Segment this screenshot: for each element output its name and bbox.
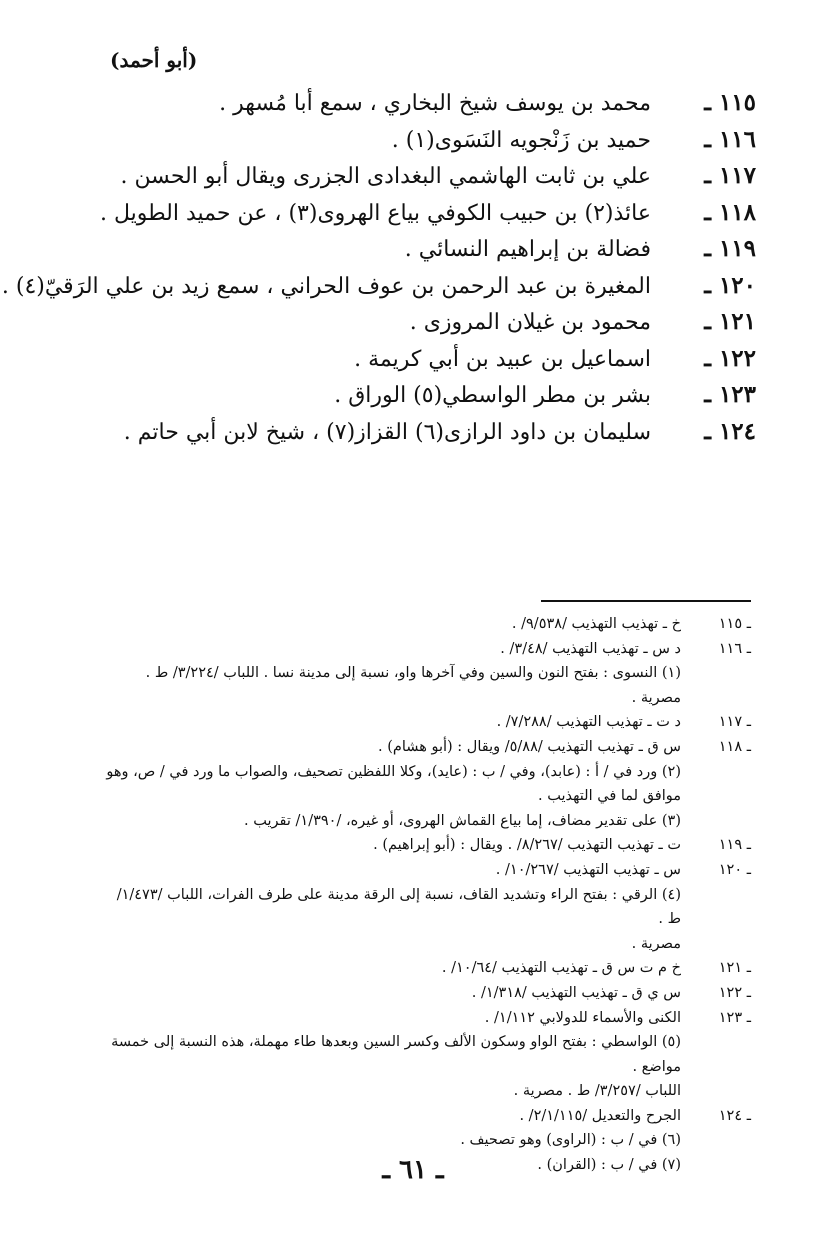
footnote-text: ت ـ تهذيب التهذيب /٨/٢٦٧/ . ويقال : (أبو إبراهيم) .: [373, 837, 681, 854]
footnote-text: الجرح والتعديل /٢/١/١١٥/ .: [519, 1107, 681, 1124]
entry-text: علي بن ثابت الهاشمي البغدادى الجزرى ويقال أبو الحسن .: [120, 164, 651, 189]
footnote-line: [105, 932, 751, 957]
footnote-text: (١) النسوى : بفتح النون والسين وفي آخرها واو، نسبة إلى مدينة نسا . اللباب /٣/٢٢٤/ ط . مصرية .: [145, 665, 681, 706]
footnote-line: [105, 809, 751, 834]
list-item: [80, 414, 756, 451]
footnote-text: (٣) على تقدير مضاف، إما بياع القماش الهروى، أو غيره، /١/٣٩٠/ تقريب .: [244, 812, 681, 829]
entry-number: ١١٥ ـ: [704, 89, 756, 116]
footnote-line: [105, 661, 751, 710]
entry-number: ١١٩ ـ: [704, 235, 756, 262]
list-item: [80, 85, 756, 122]
footnote-ref: ـ ١١٦: [718, 640, 751, 657]
footnote-text: (٥) الواسطي : بفتح الواو وسكون الألف وكسر السين وبعدها طاء مهملة، هذه النسبة إلى خمسة مواضع .: [111, 1034, 681, 1075]
footnote-text: س ـ تهذيب التهذيب /١٠/٢٦٧/ .: [495, 861, 681, 878]
list-item: [80, 158, 756, 195]
footnote-text: د س ـ تهذيب التهذيب /٣/٤٨/ .: [500, 640, 681, 657]
footnote-line: [105, 956, 751, 981]
footnote-text: س ق ـ تهذيب التهذيب /٥/٨٨/ ويقال : (أبو هشام) .: [378, 738, 681, 755]
footnote-line: [105, 1104, 751, 1129]
page-number: ـ ٦١ ـ: [382, 1155, 444, 1185]
footnote-ref: ـ ١١٥: [718, 616, 751, 632]
footnote-line: [105, 1030, 751, 1079]
footnote-text: (٢) ورد في / أ : (عابد)، وفي / ب : (عايد)، وكلا اللفظين تصحيف، والصواب ما ورد في / ص، وهو: [106, 763, 681, 780]
entry-list: [1, 85, 756, 450]
footnote-line: [105, 784, 751, 809]
list-item: [80, 341, 756, 378]
footnote-text: (٧) في / ب : (القران) .: [537, 1157, 681, 1174]
footnote-text: خ ـ تهذيب التهذيب /٩/٥٣٨/ .: [511, 616, 681, 632]
entry-text: محمد بن يوسف شيخ البخاري ، سمع أبا مُسهر .: [219, 91, 651, 116]
list-item: [1, 268, 756, 305]
entry-text: اسماعيل بن عبيد بن أبي كريمة .: [354, 346, 651, 372]
footnote-line: [105, 858, 751, 883]
entry-text: المغيرة بن عبد الرحمن بن عوف الحراني ، سمع زيد بن علي الرَقيّ(٤) .: [1, 273, 651, 299]
footnote-ref: ـ ١٢٤: [718, 1107, 751, 1124]
footnote-line: [105, 735, 751, 760]
footnote-text: (٦) في / ب : (الراوى) وهو تصحيف .: [460, 1132, 681, 1149]
footnote-line: [105, 612, 751, 637]
list-item: [80, 304, 756, 341]
footnote-text: س ي ق ـ تهذيب التهذيب /١/٣١٨/ .: [471, 984, 681, 1001]
footnote-ref: ـ ١٢٠: [718, 861, 751, 878]
entry-number: ١٢١ ـ: [704, 308, 756, 335]
footnote-line: [105, 710, 751, 735]
footnotes: [105, 612, 751, 1178]
footnote-text: اللباب /٣/٢٥٧/ ط . مصرية .: [513, 1083, 681, 1100]
footnote-line: [105, 981, 751, 1006]
entry-number: ١٢٣ ـ: [704, 381, 756, 408]
footnote-line: [105, 1006, 751, 1031]
running-header: (أبو أحمد): [110, 48, 198, 72]
entry-text: حميد بن زَنْجويه النَسَوى(١) .: [391, 127, 651, 153]
footnote-text: (٤) الرقي : بفتح الراء وتشديد القاف، نسبة إلى الرقة مدينة على طرف الفرات، اللباب /١/٤٧٣/ ط .: [116, 886, 681, 928]
footnote-ref: ـ ١٢٢: [718, 984, 751, 1001]
footnote-ref: ـ ١١٨: [718, 738, 751, 755]
footnote-ref: ـ ١١٩: [718, 837, 751, 854]
entry-number: ١١٦ ـ: [704, 125, 756, 153]
entry-number: ١١٨ ـ: [704, 198, 756, 226]
list-item: [80, 377, 756, 414]
footnote-line: [105, 1079, 751, 1104]
list-item: [80, 231, 756, 268]
footnote-line: [105, 637, 751, 662]
entry-text: بشر بن مطر الواسطي(٥) الوراق .: [334, 383, 651, 408]
footnote-line: [105, 1128, 751, 1153]
list-item: [80, 122, 756, 159]
footnote-line: [105, 833, 751, 858]
footnote-text: خ م ت س ق ـ تهذيب التهذيب /١٠/٦٤/ .: [441, 960, 681, 977]
footnote-text: الكنى والأسماء للدولابي ١/١١٢/ .: [484, 1009, 681, 1026]
entry-number: ١٢٤ ـ: [704, 417, 756, 445]
entry-number: ١٢٢ ـ: [704, 344, 756, 372]
footnote-line: [105, 883, 751, 932]
footnote-ref: ـ ١٢٣: [718, 1009, 751, 1026]
footnote-text: موافق لما في التهذيب .: [538, 788, 681, 805]
footnote-ref: ـ ١١٧: [718, 714, 751, 731]
footnote-line: [105, 760, 751, 785]
footnote-ref: ـ ١٢١: [718, 960, 751, 977]
footnote-divider: [541, 600, 751, 602]
list-item: [80, 195, 756, 232]
entry-text: سليمان بن داود الرازى(٦) القزاز(٧) ، شيخ لابن أبي حاتم .: [123, 419, 651, 445]
entry-text: فضالة بن إبراهيم النسائي .: [404, 237, 651, 262]
entry-number: ١١٧ ـ: [704, 162, 756, 189]
entry-text: محمود بن غيلان المروزى .: [409, 310, 651, 335]
entry-text: عائذ(٢) بن حبيب الكوفي بياع الهروى(٣) ، عن حميد الطويل .: [100, 200, 651, 226]
footnote-text: مصرية .: [631, 935, 681, 952]
entry-number: ١٢٠ ـ: [704, 271, 756, 299]
footnote-text: د ت ـ تهذيب التهذيب /٧/٢٨٨/ .: [496, 714, 681, 731]
